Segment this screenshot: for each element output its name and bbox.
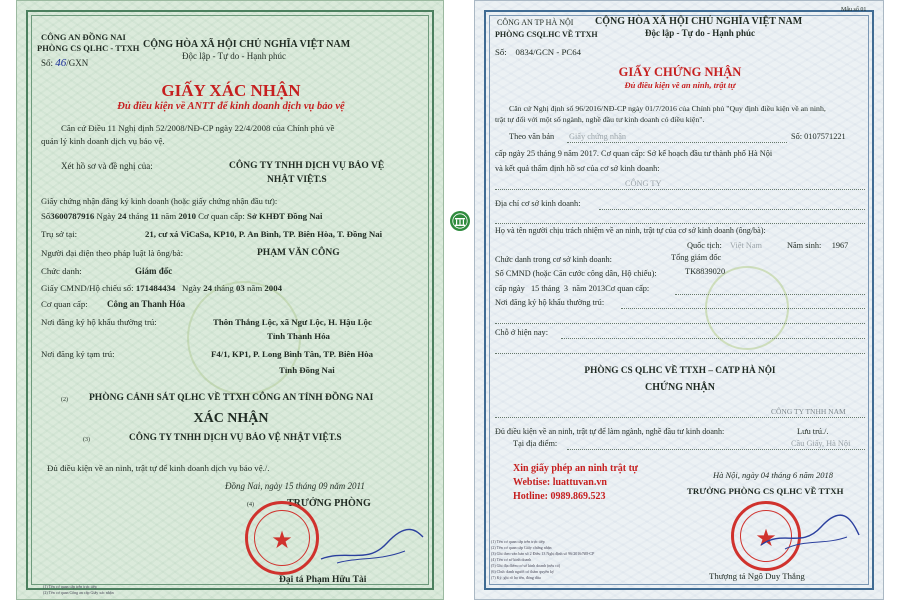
- document-subtitle: Đủ điều kiện về ANTT để kinh doanh dịch vụ bảo vệ: [117, 101, 345, 112]
- footnote-7: (7) Ký, ghi rõ họ tên, đóng dấu: [491, 575, 541, 580]
- position-value: Tổng giám đốc: [671, 253, 722, 262]
- footnote-2: (2) Tên cơ quan Công an cấp Giấy xác nhận: [43, 590, 114, 595]
- official-red-seal-icon: ★: [731, 501, 801, 571]
- temporary-residence-line-2: Tỉnh Đồng Nai: [279, 365, 335, 375]
- id-issue-row: cấp ngày 15 tháng 3 năm 2013Cơ quan cấp:: [495, 284, 650, 293]
- permanent-residence-label: Nơi đăng ký hộ khẩu thường trú:: [495, 298, 605, 307]
- form-number: Mẫu số 01: [841, 7, 867, 13]
- business-name-value: CÔNG TY: [625, 179, 662, 188]
- confirm-heading: XÁC NHẬN: [193, 411, 269, 426]
- qualification-value: Lưu trú./.: [797, 427, 829, 436]
- confirmation-certificate-dong-nai: [16, 0, 444, 600]
- legal-basis-line-2: trật tự đối với một số ngành, nghề đầu tư kinh doanh có điều kiện".: [495, 115, 705, 124]
- company-name-line-1: CÔNG TY TNHH DỊCH VỤ BẢO VỆ: [229, 161, 385, 171]
- permanent-residence-line-1: Thôn Thắng Lộc, xã Ngư Lộc, H. Hậu Lộc: [213, 317, 372, 327]
- head-title: TRƯỞNG PHÒNG: [287, 498, 371, 509]
- promo-website: Webtise: luattuvan.vn: [513, 477, 607, 488]
- footnote-mark-4: (4): [247, 502, 254, 508]
- law-firm-logo-icon: [449, 210, 471, 232]
- company-confirm: CÔNG TY TNHH DỊCH VỤ BẢO VỆ NHẬT VIỆT.S: [129, 433, 342, 443]
- issue-date-row: cấp ngày 25 tháng 9 năm 2017. Cơ quan cấp: Sở kế hoạch đầu tư thành phố Hà Nội: [495, 149, 773, 158]
- footnote-4: (4) Tên cơ sở kinh doanh: [491, 557, 532, 562]
- head-title: TRƯỞNG PHÒNG CS QLHC VỀ TTXH: [687, 486, 844, 496]
- headquarters-label: Trụ sở tại:: [41, 229, 78, 239]
- current-residence-label: Chỗ ở hiện nay:: [495, 328, 549, 337]
- location-value: Cầu Giấy, Hà Nội: [791, 439, 851, 448]
- id-card-value: TK8839020: [685, 267, 726, 276]
- id-card-row: Giấy CMND/Hộ chiếu số: 171484434 Ngày 24 tháng 03 năm 2004: [41, 283, 282, 293]
- footnote-3: (3) Ghi theo văn bản số 2 Điều 13 Nghị định số 96/2016/NĐ-CP: [491, 551, 595, 556]
- footnote-1: (1) Tên cơ quan cấp trên trực tiếp: [43, 584, 97, 589]
- agency-line-1: CÔNG AN TP HÀ NỘI: [497, 18, 574, 27]
- location-label: Tại địa điểm:: [513, 439, 558, 448]
- nationality-value: Việt Nam: [730, 241, 762, 250]
- appraisal-result: và kết quả thẩm định hồ sơ của cơ sở kinh doanh:: [495, 164, 660, 173]
- permanent-residence-line-2: Tỉnh Thanh Hóa: [267, 331, 330, 341]
- certify-heading: CHỨNG NHẬN: [645, 382, 715, 393]
- responsible-person-label: Họ và tên người chịu trách nhiệm về an ninh, trật tự của cơ sở kinh doanh (ông/bà):: [495, 226, 766, 235]
- republic-heading: CỘNG HÒA XÃ HỘI CHỦ NGHĨA VIỆT NAM: [595, 16, 803, 27]
- id-issuer-label: Cơ quan cấp:: [41, 299, 88, 309]
- signing-date: Hà Nội, ngày 04 tháng 6 năm 2018: [713, 470, 833, 480]
- republic-heading: CỘNG HÒA XÃ HỘI CHỦ NGHĨA VIỆT NAM: [143, 39, 351, 50]
- signing-date: Đồng Nai, ngày 15 tháng 09 năm 2011: [225, 481, 365, 491]
- representative-value: PHẠM VĂN CÔNG: [257, 248, 340, 258]
- id-card-label: Số CMND (hoặc Căn cước công dân, Hộ chiếu):: [495, 269, 657, 278]
- review-label: Xét hồ sơ và đề nghị của:: [61, 161, 153, 171]
- footnote-mark-3: (3): [83, 437, 90, 443]
- promo-hotline: Hotline: 0989.869.523: [513, 491, 606, 502]
- position-value: Giám đốc: [135, 266, 173, 276]
- license-label: Giấy chứng nhận đăng ký kinh doanh (hoặc giấy chứng nhận đầu tư):: [41, 196, 278, 206]
- motto: Độc lập - Tự do - Hạnh phúc: [645, 28, 756, 38]
- security-order-certificate-ha-noi: [474, 0, 884, 600]
- qualification-statement: Đủ điều kiện về an ninh, trật tự để kinh doanh dịch vụ bảo vệ./.: [47, 463, 270, 473]
- reference-text-label: Theo văn bản: [509, 132, 555, 141]
- motto: Độc lập - Tự do - Hạnh phúc: [182, 51, 286, 61]
- signer-name: Đại tá Phạm Hữu Tài: [279, 575, 367, 585]
- company-name-line-2: NHẬT VIỆT.S: [267, 175, 327, 185]
- qualification-label: Đủ điều kiện về an ninh, trật tự để làm ngành, nghề đầu tư kinh doanh:: [495, 427, 725, 436]
- business-license-row: Số3600787916 Ngày 24 tháng 11 năm 2010 Cơ quan cấp: Sở KHĐT Đồng Nai: [41, 211, 323, 221]
- temporary-residence-label: Nơi đăng ký tạm trú:: [41, 349, 115, 359]
- reference-text-value: Giấy chứng nhận: [569, 132, 627, 141]
- id-issuer-value: Công an Thanh Hóa: [107, 299, 186, 309]
- legal-basis-line-1: Căn cứ Nghị định số 96/2016/NĐ-CP ngày 01/7/2016 của Chính phủ "Quy định điều kiện về an ninh,: [509, 104, 826, 113]
- signature-icon: [755, 509, 865, 559]
- permanent-residence-label: Nơi đăng ký hộ khẩu thường trú:: [41, 317, 157, 327]
- document-title: GIẤY XÁC NHẬN: [161, 81, 301, 100]
- signature-icon: [317, 521, 427, 571]
- document-number: Số: 46/GXN: [41, 57, 89, 69]
- police-department: PHÒNG CS QLHC VỀ TTXH – CATP HÀ NỘI: [584, 366, 776, 376]
- registration-number: Số: 0107571221: [791, 132, 846, 141]
- position-label: Chức danh:: [41, 266, 82, 276]
- document-title: GIẤY CHỨNG NHẬN: [618, 65, 742, 79]
- agency-line-2: PHÒNG CS QLHC - TTXH: [37, 43, 140, 53]
- business-address-label: Địa chỉ cơ sở kinh doanh:: [495, 199, 581, 208]
- document-number: Số: 0834/GCN - PC64: [495, 47, 582, 57]
- legal-basis-line-1: Căn cứ Điều 11 Nghị định 52/2008/NĐ-CP ngày 22/4/2008 của Chính phủ về: [61, 123, 335, 133]
- footnote-mark-2: (2): [61, 397, 68, 403]
- agency-line-1: CÔNG AN ĐỒNG NAI: [41, 32, 126, 42]
- agency-line-2: PHÒNG CSQLHC VỀ TTXH: [495, 30, 598, 39]
- business-name-confirm: CÔNG TY TNHH NAM: [771, 407, 846, 416]
- nationality-label: Quốc tịch:: [687, 241, 722, 250]
- document-subtitle: Đủ điều kiện về an ninh, trật tự: [624, 80, 736, 90]
- footnote-2: (2) Tên cơ quan cấp Giấy chứng nhận: [491, 545, 552, 550]
- promo-line-1: Xin giấy phép an ninh trật tự: [513, 463, 638, 474]
- footnote-6: (6) Chức danh người có thẩm quyền ký: [491, 569, 554, 574]
- birth-year: Năm sinh: 1967: [787, 241, 849, 250]
- footnote-1: (1) Tên cơ quan cấp trên trực tiếp: [491, 539, 545, 544]
- official-red-seal-icon: ★: [245, 501, 319, 575]
- headquarters-value: 21, cư xá ViCaSa, KP10, P. An Bình, TP. Biên Hòa, T. Đồng Nai: [145, 229, 383, 239]
- representative-label: Người đại diện theo pháp luật là ông/bà:: [41, 248, 184, 258]
- temporary-residence-line-1: F4/1, KP1, P. Long Bình Tân, TP. Biên Hòa: [211, 349, 374, 359]
- position-label: Chức danh trong cơ sở kinh doanh:: [495, 255, 612, 264]
- police-department: PHÒNG CẢNH SÁT QLHC VỀ TTXH CÔNG AN TỈNH ĐỒNG NAI: [89, 393, 374, 403]
- legal-basis-line-2: quản lý kinh doanh dịch vụ bảo vệ.: [41, 136, 165, 146]
- footnote-5: (5) Ghi địa điểm cơ sở kinh doanh (nếu có): [491, 563, 561, 568]
- signer-name: Thượng tá Ngô Duy Thắng: [709, 571, 805, 581]
